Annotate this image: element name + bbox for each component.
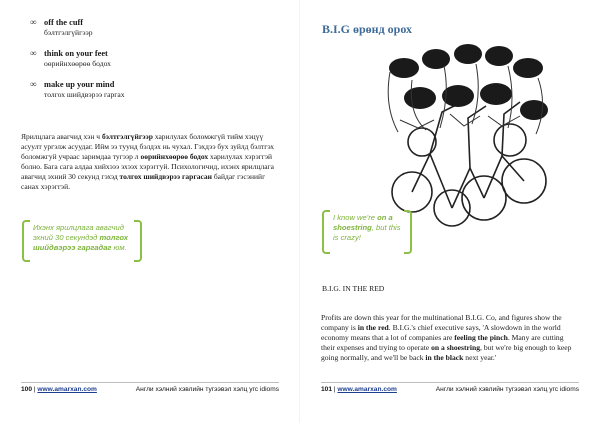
article-heading: B.I.G. IN THE RED — [322, 284, 385, 293]
left-bracket — [22, 220, 30, 262]
footer-sep: | — [33, 386, 38, 393]
page-footer — [321, 386, 579, 393]
page-number: 100 — [21, 386, 33, 393]
quote-callout — [22, 220, 142, 262]
right-bracket — [134, 220, 142, 262]
infinity-bullet-icon: ∞ — [30, 48, 37, 58]
idiom-item — [30, 80, 280, 99]
idiom-term: think on your feet — [44, 49, 108, 58]
body-paragraph: Ярилцлага авагчид хэн ч бэлтгэлгүйгээр харилулах боломжгүй тийм хэцүү асуулт ургэлж асуудаг. Ийм ээ туунд бэлдэх нь чухал. Гэхдээ бух зуйлд бэлтгэх боломжгуй учраас заримдаа тугээр л оөрийнхөөрөө бодох харилулах хэрэггэй болно. Бага сага алдаа хийхэээ эхээх хэрэггуй. Психологичид, ихэнх ярилцлага авагчид эхний 30 секунд гэхэд толгох шийдвэрээ гаргасан байдаг гэсэнийг санах хэрэггэй. — [21, 131, 275, 191]
idiom-item — [30, 18, 280, 37]
footer-caption: Англи хэлний хэвлийн тугээвэл хэлц угс idioms — [135, 386, 279, 393]
idiom-translation: толгох шийдвэрээ гаргах — [44, 90, 125, 99]
website-link[interactable]: www.amarxan.com — [37, 386, 97, 393]
website-link[interactable]: www.amarxan.com — [337, 386, 397, 393]
infinity-bullet-icon: ∞ — [30, 79, 37, 89]
right-bracket — [404, 210, 412, 254]
page-number: 101 — [321, 386, 333, 393]
callout-text: Ихэнх ярилцлага авагчид эхний 30 секундэд толгох шийдвэрээ гаргадаг юм. — [33, 223, 129, 252]
left-bracket — [322, 210, 330, 254]
idiom-list — [30, 18, 280, 111]
callout-text: I know we're on a shoestring, but this is crazy! — [333, 213, 401, 242]
idiom-term: off the cuff — [44, 18, 84, 27]
idiom-term: make up your mind — [44, 80, 115, 89]
section-title: B.I.G өрөнд орох — [322, 22, 413, 36]
infinity-bullet-icon: ∞ — [30, 17, 37, 27]
quote-callout — [322, 210, 412, 254]
page-footer — [21, 386, 279, 393]
footer-sep: | — [333, 386, 338, 393]
idiom-translation: бэлтгэлгүйгээр — [44, 28, 93, 37]
idiom-item — [30, 49, 280, 68]
idiom-translation: оөрийнхөөрөө бодох — [44, 59, 111, 68]
footer-caption: Англи хэлний хэвлийн тугээвэл хэлц угс idioms — [435, 386, 579, 393]
cyclists-illustration — [360, 36, 558, 232]
body-paragraph: Profits are down this year for the multinational B.I.G. Co, and figures show the company is in the red. B.I.G.'s chief executive says, 'A slowdown in the world economy means that a lot of companies are feeling the pinch. Many are cutting their expenses and trying to operate on a shoestring, but we're big enough to keep going normally, and we'll be back in the black next year.' — [321, 312, 572, 362]
